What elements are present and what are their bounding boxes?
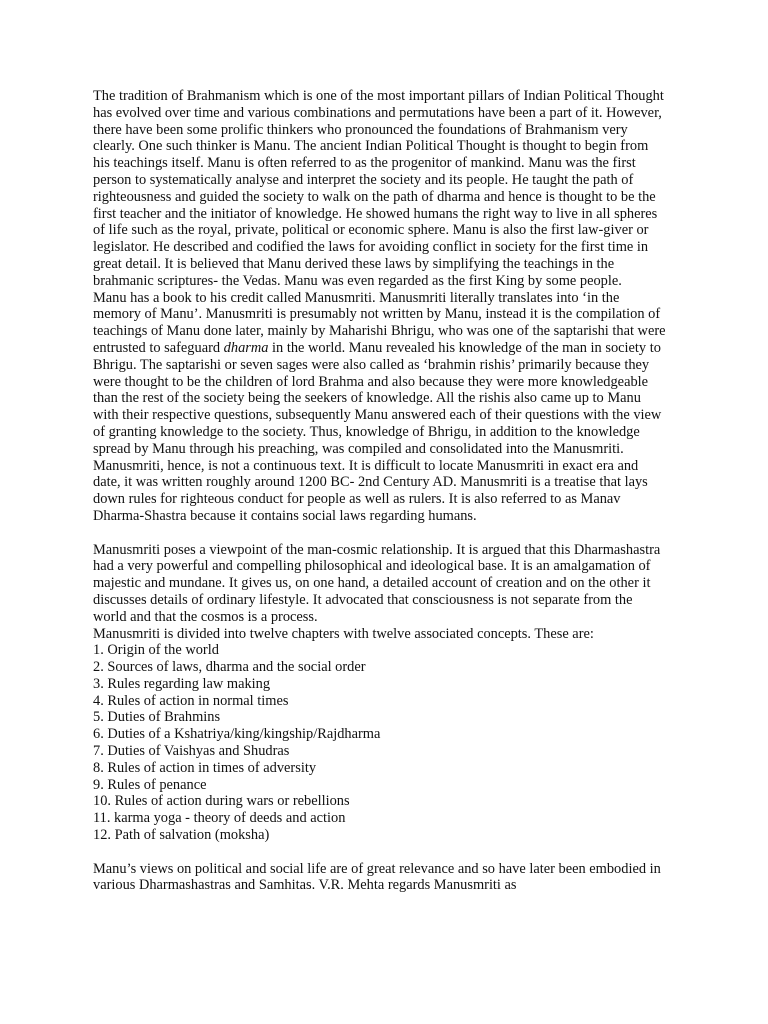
paragraph-manusmriti-text-1: Manu has a book to his credit called Manusmriti. Manusmriti literally translates into ‘in the memory of Manu’. Manusmriti is presumably not written by Manu, instead it is the compilation of teachings of Manu done later, mainly by Maharishi Bhrigu, who was one of the saptarishi that were entrusted to safeguard	[93, 289, 666, 356]
paragraph-relevance: Manu’s views on political and social life are of great relevance and so have later been embodied in various Dharmashastras and Samhitas. V.R. Mehta regards Manusmriti as	[93, 860, 661, 894]
paragraph-brahmanism: The tradition of Brahmanism which is one of the most important pillars of Indian Political Thought has evolved over time and various combinations and permutations have been a part of it. However, there have been some prolific thinkers who pronounced the foundations of Brahmanism very clearly. One such thinker is Manu. The ancient Indian Political Thought is thought to begin from his teachings itself. Manu is often referred to as the progenitor of mankind. Manu was the first person to systematically analyse and interpret the society and its people. He taught the path of righteousness and guided the society to walk on the path of dharma and hence is thought to be the first teacher and the initiator of knowledge. He showed humans the right way to live in all spheres of life such as the royal, private, political or economic sphere. Manu is also the first law-giver or legislator. He described and codified the laws for avoiding conflict in society for the first time in great detail. It is believed that Manu derived these laws by simplifying the teachings in the brahmanic scriptures- the Vedas. Manu was even regarded as the first King by some people.	[93, 88, 664, 289]
chapters-intro: Manusmriti is divided into twelve chapters with twelve associated concepts. These are:	[93, 625, 594, 642]
chapter-item: 6. Duties of a Kshatriya/king/kingship/Rajdharma	[93, 726, 381, 743]
chapter-item: 5. Duties of Brahmins	[93, 709, 221, 726]
paragraph-spacer	[93, 844, 668, 861]
chapter-item: 1. Origin of the world	[93, 642, 219, 659]
chapters-list	[93, 642, 668, 844]
chapter-item: 2. Sources of laws, dharma and the social order	[93, 659, 366, 676]
document-page	[93, 88, 668, 894]
paragraph-manusmriti-dharma-italic: dharma	[223, 339, 269, 356]
chapter-item: 12. Path of salvation (moksha)	[93, 827, 270, 844]
chapter-item: 10. Rules of action during wars or rebellions	[93, 793, 350, 810]
paragraph-manusmriti-text-2: in the world. Manu revealed his knowledge of the man in society to Bhrigu. The saptarishi or seven sages were also called as ‘brahmin rishis’ primarily because they were thought to be the children of lord Brahma and also because they were more knowledgeable than the rest of the society being the seekers of knowledge. All the rishis also came up to Manu with their respective questions, subsequently Manu answered each of their questions with the view of granting knowledge to the society. Thus, knowledge of Bhrigu, in addition to the knowledge spread by Manu through his preaching, was compiled and consolidated into the Manusmriti. Manusmriti, hence, is not a continuous text. It is difficult to locate Manusmriti in exact era and date, it was written roughly around 1200 BC- 2nd Century AD. Manusmriti is a treatise that lays down rules for righteous conduct for people as well as rulers. It is also referred to as Manav Dharma-Shastra because it contains social laws regarding humans.	[93, 339, 662, 524]
chapter-item: 3. Rules regarding law making	[93, 675, 271, 692]
chapter-item: 4. Rules of action in normal times	[93, 692, 289, 709]
chapter-item: 8. Rules of action in times of adversity	[93, 759, 317, 776]
chapter-item: 11. karma yoga - theory of deeds and action	[93, 810, 346, 827]
chapter-item: 9. Rules of penance	[93, 776, 207, 793]
paragraph-manusmriti	[93, 290, 668, 525]
chapter-item: 7. Duties of Vaishyas and Shudras	[93, 743, 290, 760]
paragraph-spacer	[93, 525, 668, 542]
paragraph-man-cosmic: Manusmriti poses a viewpoint of the man-cosmic relationship. It is argued that this Dharmashastra had a very powerful and compelling philosophical and ideological base. It is an amalgamation of majestic and mundane. It gives us, on one hand, a detailed account of creation and on the other it discusses details of ordinary lifestyle. It advocated that consciousness is not separate from the world and that the cosmos is a process.	[93, 541, 661, 625]
